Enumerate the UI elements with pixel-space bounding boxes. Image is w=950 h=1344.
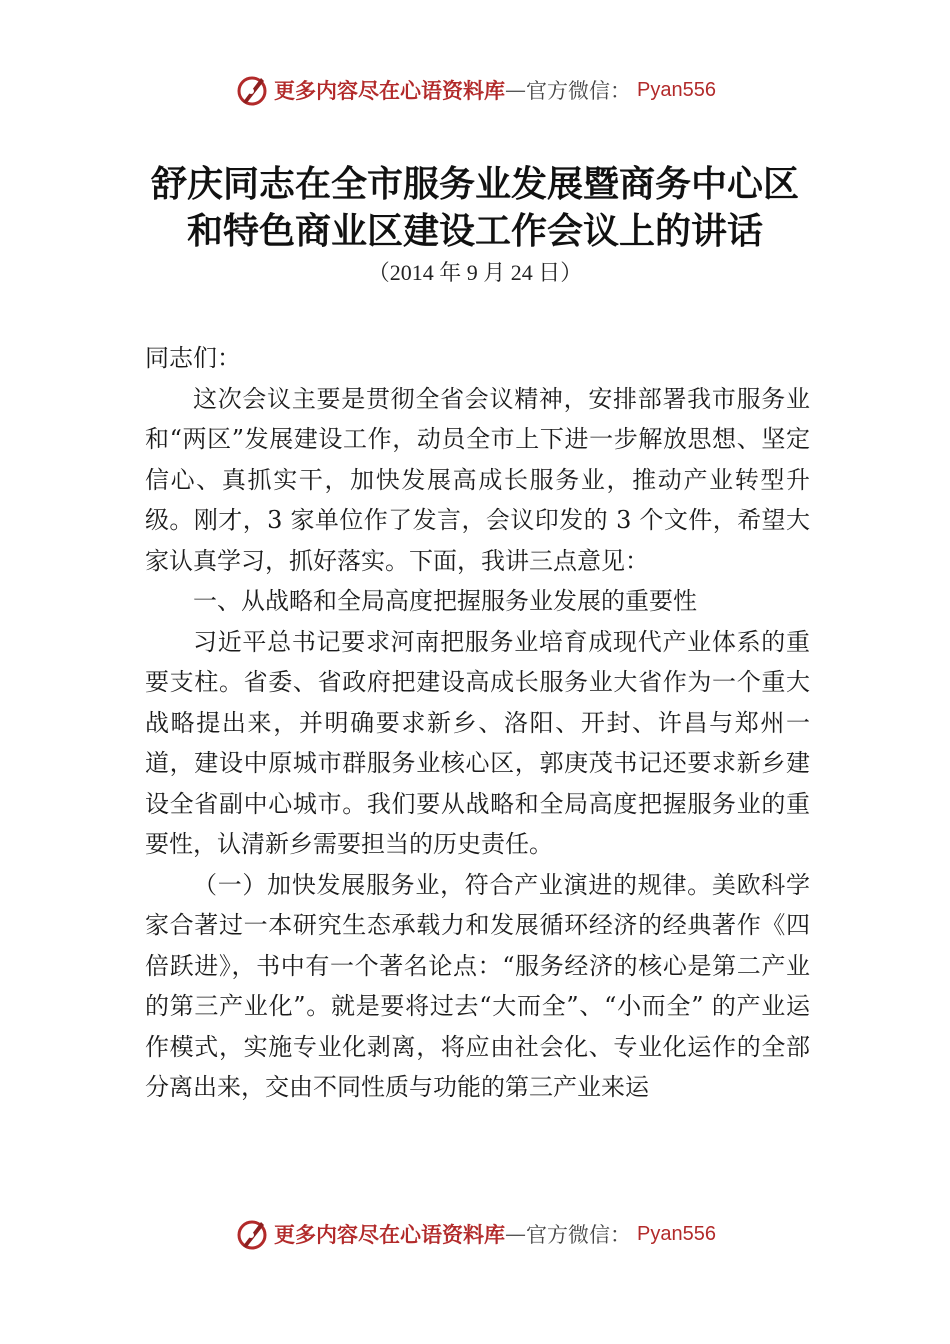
paragraph: 习近平总书记要求河南把服务业培育成现代产业体系的重要支柱。省委、省政府把建设高成长服务业大省作为一个重大战略提出来，并明确要求新乡、洛阳、开封、许昌与郑州一道，建设中原城市群服务业核心区，郭庚茂书记还要求新乡建设全省副中心城市。我们要从战略和全局高度把握服务业的重要性，认清新乡需要担当的历史责任。 xyxy=(145,627,810,858)
banner-promo-text: 更多内容尽在心语资料库 xyxy=(274,78,506,103)
banner-separator: — xyxy=(505,78,527,102)
pen-logo-icon xyxy=(234,72,270,108)
pen-logo-icon xyxy=(234,1216,270,1252)
document-title-line1: 舒庆同志在全市服务业发展暨商务中心区 xyxy=(150,163,799,205)
salutation: 同志们： xyxy=(145,344,241,372)
header-banner xyxy=(0,68,950,112)
footer-banner xyxy=(0,1212,950,1256)
banner-wechat-label: 官方微信： xyxy=(526,79,632,103)
paragraph: （一）加快发展服务业，符合产业演进的规律。美欧科学家合著过一本研究生态承载力和发展循环经济的经典著作《四倍跃进》，书中有一个著名论点：“服务经济的核心是第二产业的第三产业化”。就是要将过去“大而全”、“小而全” 的产业运作模式，实施专业化剥离，将应由社会化、专业化运作的全部分离出来，交由不同性质与功能的第三产业来运 xyxy=(145,870,810,1101)
section-heading: 一、从战略和全局高度把握服务业发展的重要性 xyxy=(193,587,697,615)
document-title-line2: 和特色商业区建设工作会议上的讲话 xyxy=(186,210,763,252)
banner-promo-text: 更多内容尽在心语资料库 xyxy=(274,1222,506,1247)
banner-wechat-label: 官方微信： xyxy=(526,1223,632,1247)
document-date: （2014 年 9 月 24 日） xyxy=(367,260,583,285)
banner-wechat-id: Pyan556 xyxy=(637,1222,716,1245)
banner-wechat-id: Pyan556 xyxy=(637,78,716,101)
paragraph: 这次会议主要是贯彻全省会议精神，安排部署我市服务业和“两区”发展建设工作，动员全市上下进一步解放思想、坚定信心、真抓实干，加快发展高成长服务业，推动产业转型升级。刚才，3 家单位作了发言，会议印发的 3 个文件，希望大家认真学习，抓好落实。下面，我讲三点意见： xyxy=(145,384,810,575)
banner-separator: — xyxy=(505,1222,527,1246)
document-body xyxy=(145,338,810,1108)
